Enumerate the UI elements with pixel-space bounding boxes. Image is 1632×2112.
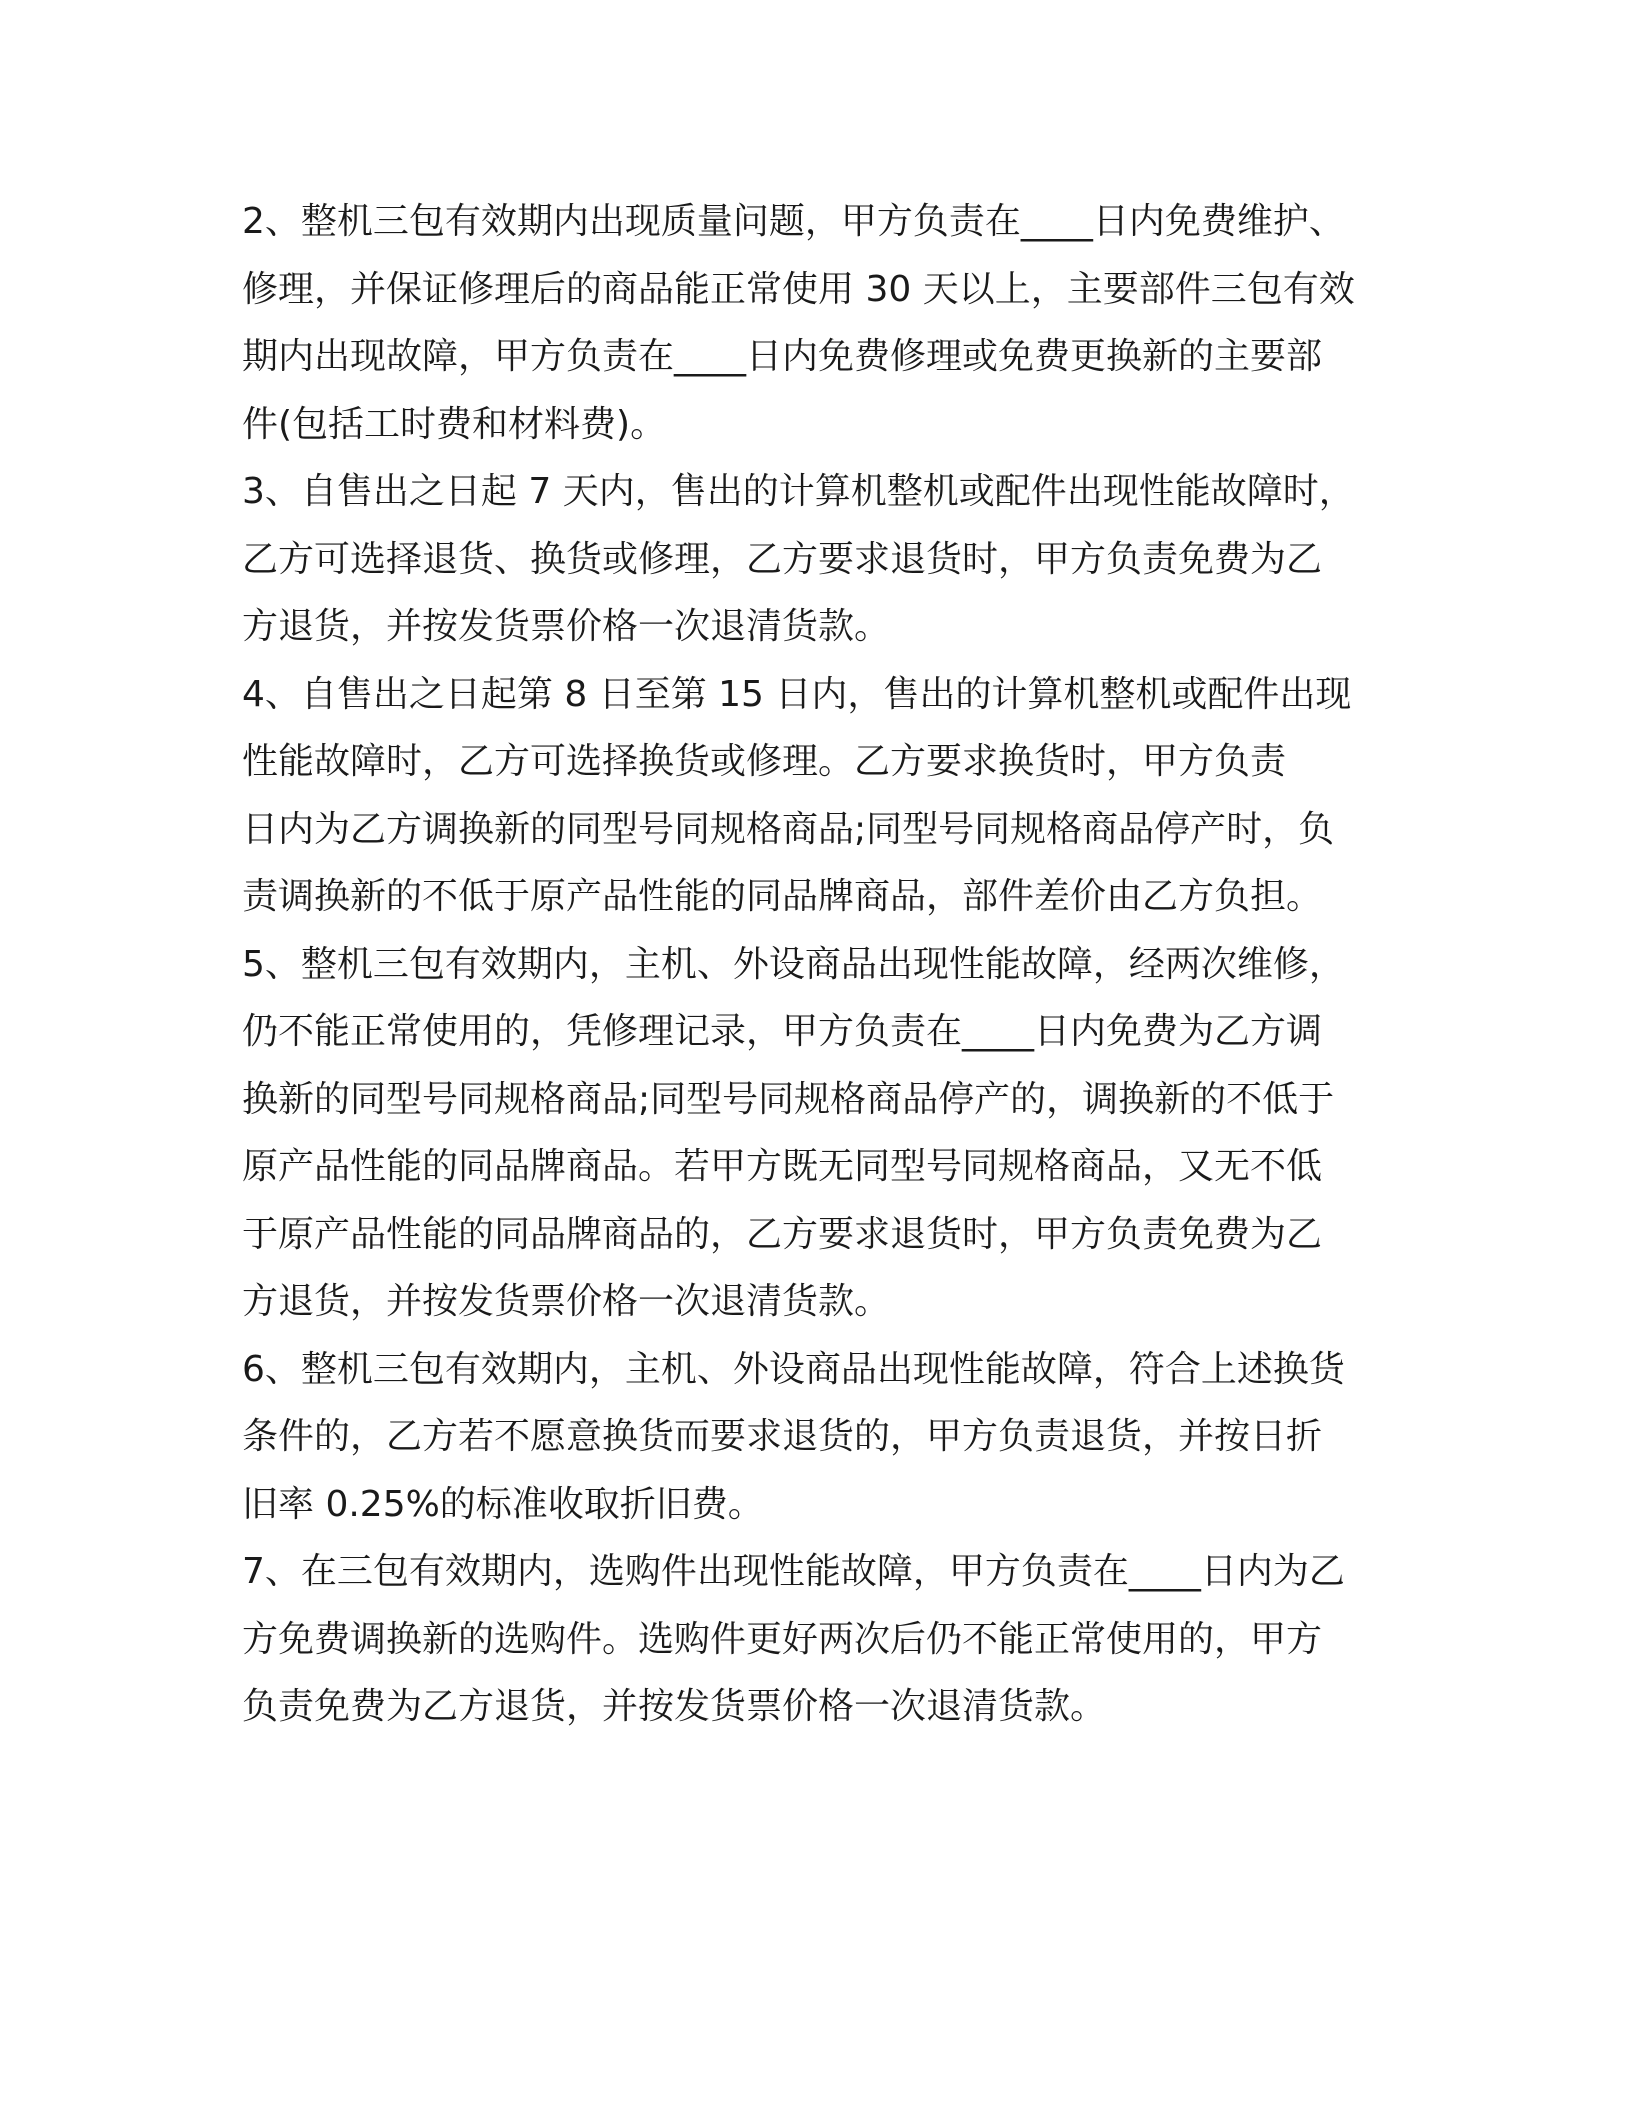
text-line: 责调换新的不低于原产品性能的同品牌商品，部件差价由乙方负担。 — [242, 876, 1323, 917]
text-line: 于原产品性能的同品牌商品的，乙方要求退货时，甲方负责免费为乙 — [242, 1213, 1323, 1255]
text-line: 期内出现故障，甲方负责在____日内免费修理或免费更换新的主要部 — [242, 336, 1323, 377]
text-line: 2、整机三包有效期内出现质量问题，甲方负责在____日内免费维护、 — [242, 201, 1345, 242]
text-line: 方退货，并按发货票价格一次退清货款。 — [242, 606, 891, 647]
text-line: 性能故障时，乙方可选择换货或修理。乙方要求换货时，甲方负责 — [242, 741, 1287, 782]
text-line: 方退货，并按发货票价格一次退清货款。 — [242, 1281, 891, 1322]
text-line: 原产品性能的同品牌商品。若甲方既无同型号同规格商品，又无不低 — [242, 1146, 1323, 1187]
text-line: 5、整机三包有效期内，主机、外设商品出现性能故障，经两次维修， — [242, 943, 1345, 985]
document-body — [242, 188, 1392, 1741]
text-line: 日内为乙方调换新的同型号同规格商品;同型号同规格商品停产时，负 — [242, 808, 1335, 850]
text-line: 仍不能正常使用的，凭修理记录，甲方负责在____日内免费为乙方调 — [242, 1011, 1323, 1052]
text-line: 条件的，乙方若不愿意换货而要求退货的，甲方负责退货，并按日折 — [242, 1416, 1323, 1457]
text-line: 4、自售出之日起第 8 日至第 15 日内，售出的计算机整机或配件出现 — [242, 673, 1352, 715]
text-line: 乙方可选择退货、换货或修理，乙方要求退货时，甲方负责免费为乙 — [242, 538, 1323, 580]
text-line: 7、在三包有效期内，选购件出现性能故障，甲方负责在____日内为乙 — [242, 1551, 1345, 1592]
text-line: 旧率 0.25%的标准收取折旧费。 — [242, 1483, 764, 1525]
text-line: 件(包括工时费和材料费)。 — [242, 403, 667, 445]
text-line: 方免费调换新的选购件。选购件更好两次后仍不能正常使用的，甲方 — [242, 1618, 1323, 1660]
text-line: 6、整机三包有效期内，主机、外设商品出现性能故障，符合上述换货 — [242, 1348, 1345, 1390]
text-line: 修理，并保证修理后的商品能正常使用 30 天以上，主要部件三包有效 — [242, 268, 1355, 310]
text-line: 负责免费为乙方退货，并按发货票价格一次退清货款。 — [242, 1686, 1107, 1727]
text-line: 换新的同型号同规格商品;同型号同规格商品停产的，调换新的不低于 — [242, 1078, 1335, 1120]
text-line: 3、自售出之日起 7 天内，售出的计算机整机或配件出现性能故障时， — [242, 471, 1355, 512]
